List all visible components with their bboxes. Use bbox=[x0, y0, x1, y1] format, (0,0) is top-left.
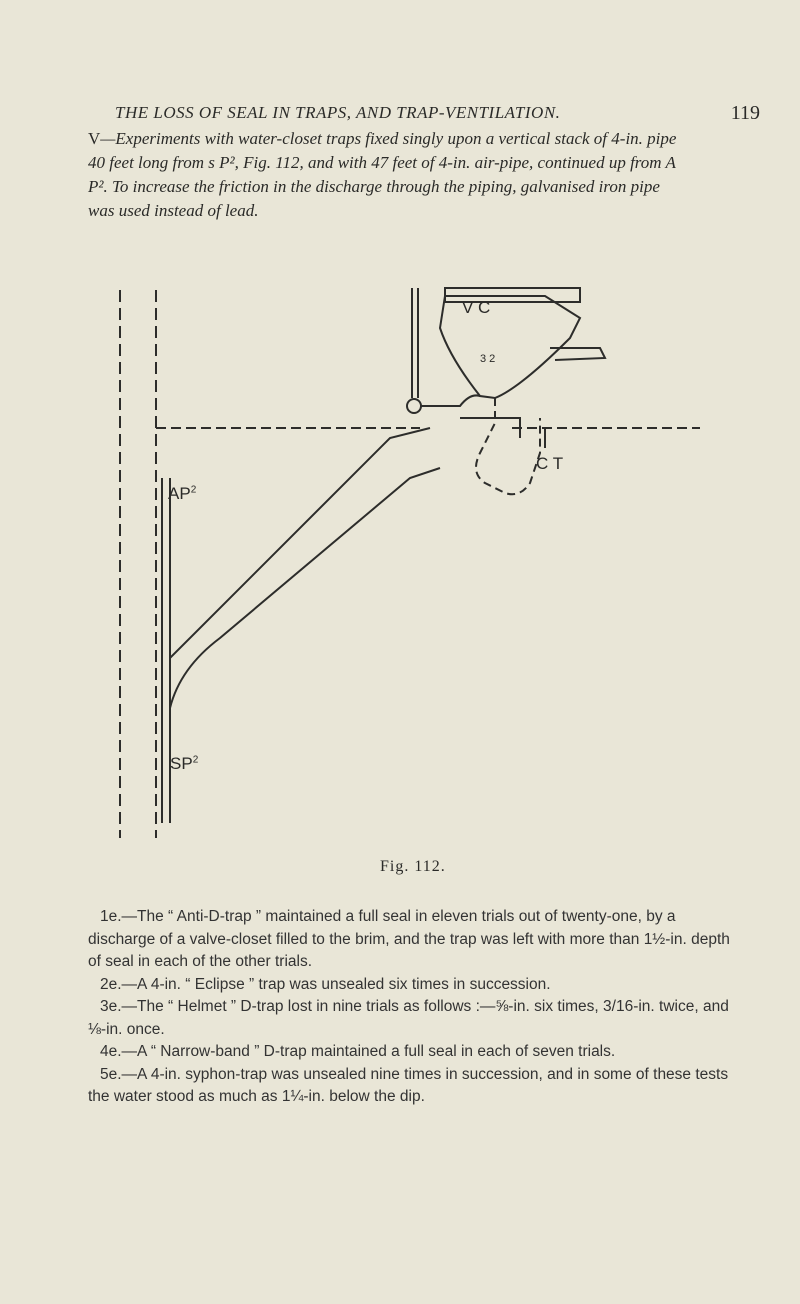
trap-curve bbox=[476, 398, 540, 494]
figure-caption: Fig. 112. bbox=[380, 858, 446, 875]
sp-label-sup: 2 bbox=[192, 754, 199, 766]
valve bbox=[407, 399, 421, 413]
sp-label-text: SP bbox=[170, 754, 193, 773]
sp-label bbox=[170, 754, 198, 774]
paragraph: 5e.—A 4-in. syphon-trap was unsealed nine times in succession, and in some of these tests the water stood as much as 1¼-in. below the dip. bbox=[88, 1065, 729, 1105]
paragraph: 2e.—A 4-in. “ Eclipse ” trap was unsealed six times in succession. bbox=[100, 975, 551, 993]
ap-label bbox=[168, 484, 196, 504]
trap-outlet bbox=[460, 418, 520, 438]
running-head: THE LOSS OF SEAL IN TRAPS, AND TRAP-VENTILATION. bbox=[115, 103, 561, 122]
body-text bbox=[88, 906, 732, 1109]
ct-label: C T bbox=[536, 454, 564, 473]
ap-label-sup: 2 bbox=[190, 484, 197, 496]
paragraph: 1e.—The “ Anti-D-trap ” maintained a full seal in eleven trials out of twenty-one, by a discharge of a valve-closet filled to the brim, and the trap was left with more than 1½-in. depth of seal in each of the other trials. bbox=[88, 908, 730, 970]
paragraph: 4e.—A “ Narrow-band ” D-trap maintained a full seal in each of seven trials. bbox=[100, 1043, 616, 1060]
vc-label: V C bbox=[462, 298, 491, 317]
soil-pipe-lower bbox=[170, 468, 440, 823]
ap-label-text: AP bbox=[168, 484, 191, 503]
figure-112 bbox=[100, 278, 720, 858]
page-number: 119 bbox=[730, 102, 760, 124]
paragraph: 3e.—The “ Helmet ” D-trap lost in nine trials as follows :—⅝-in. six times, 3/16-in. twice, and ⅛-in. once. bbox=[88, 998, 729, 1038]
soil-pipe-upper bbox=[170, 428, 430, 658]
section-marker: V bbox=[88, 129, 101, 148]
supply-bend bbox=[420, 395, 480, 406]
section-heading-text: —Experiments with water-closet traps fixed singly upon a vertical stack of 4-in. pipe 40 feet long from s P², Fig. 112, and with 47 feet of 4-in. air-pipe, continued up from A P². To increase the friction in the discharge through the piping, galvanised iron pipe was used instead of lead. bbox=[88, 129, 677, 220]
trap-mark-label: 3 2 bbox=[480, 353, 496, 365]
section-heading bbox=[88, 127, 688, 223]
